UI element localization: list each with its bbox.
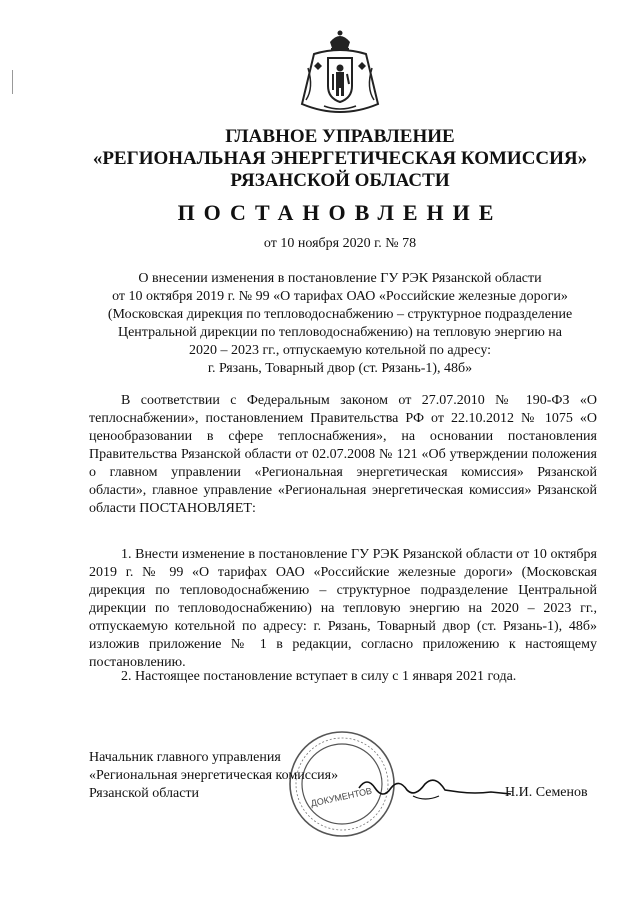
document-subject [80,270,600,378]
resolution-item-1: 1. Внести изменение в постановление ГУ РЭК Рязанской области от 10 октября 2019 г. № 99 «О тарифах ОАО «Российские железные дороги» (Московская дирекция по тепловодоснабжению – структурное подразделение Центральной дирекции по тепловодоснабжению) на тепловую энергию на 2020 – 2023 гг., отпускаемую котельной по адресу: г. Рязань, Товарный двор (ст. Рязань-1), 48б» изложив приложение № 1 в редакции, согласно приложению к настоящему постановлению. [89,547,597,670]
stamp-text: ДОКУМЕНТОВ [309,785,373,809]
issuer-line-3: РЯЗАНСКОЙ ОБЛАСТИ [230,170,450,191]
ryazan-coat-of-arms-icon [294,28,386,120]
handwritten-signature [355,770,515,810]
resolution-item-2: 2. Настоящее постановление вступает в силу с 1 января 2021 года. [121,669,517,684]
subject-line-2: от 10 октября 2019 г. № 99 «О тарифах ОАО «Российские железные дороги» [112,289,568,304]
signatory-name: Н.И. Семенов [505,785,588,800]
subject-line-5: 2020 – 2023 гг., отпускаемую котельной по адресу: [188,343,492,358]
issuer-header [40,126,640,192]
signatory-line-1: Начальник главного управления [89,750,281,765]
subject-line-6: г. Рязань, Товарный двор (ст. Рязань-1), 48б» [207,361,473,376]
document-date: от 10 ноября 2020 г. № 78 [263,236,417,251]
scan-edge-mark [12,70,13,94]
issuer-line-1: ГЛАВНОЕ УПРАВЛЕНИЕ [225,126,455,147]
document-title: ПОСТАНОВЛЕНИЕ [177,200,503,225]
subject-line-1: О внесении изменения в постановление ГУ РЭК Рязанской области [138,271,542,286]
subject-line-3: (Московская дирекция по тепловодоснабжению – структурное подразделение [107,307,573,322]
issuer-line-2: «РЕГИОНАЛЬНАЯ ЭНЕРГЕТИЧЕСКАЯ КОМИССИЯ» [92,148,588,169]
signatory-line-2: «Региональная энергетическая комиссия» [89,768,339,783]
signatory-title [89,749,338,803]
subject-line-4: Центральной дирекции по тепловодоснабжению) на тепловую энергию на [117,325,562,340]
coat-of-arms-emblem [294,28,386,120]
signatory-line-3: Рязанской области [89,786,200,801]
preamble-paragraph: В соответствии с Федеральным законом от 27.07.2010 № 190-ФЗ «О теплоснабжении», постановлением Правительства РФ от 22.10.2012 № 1075 «О ценообразовании в сфере теплоснабжения», на основании постановления Правительства Рязанской области от 02.07.2008 № 121 «Об утверждении положения о главном управлении «Региональная энергетическая комиссия» Рязанской области», главное управление «Региональная энергетическая комиссия» Рязанской области ПОСТАНОВЛЯЕТ: [89,393,597,516]
